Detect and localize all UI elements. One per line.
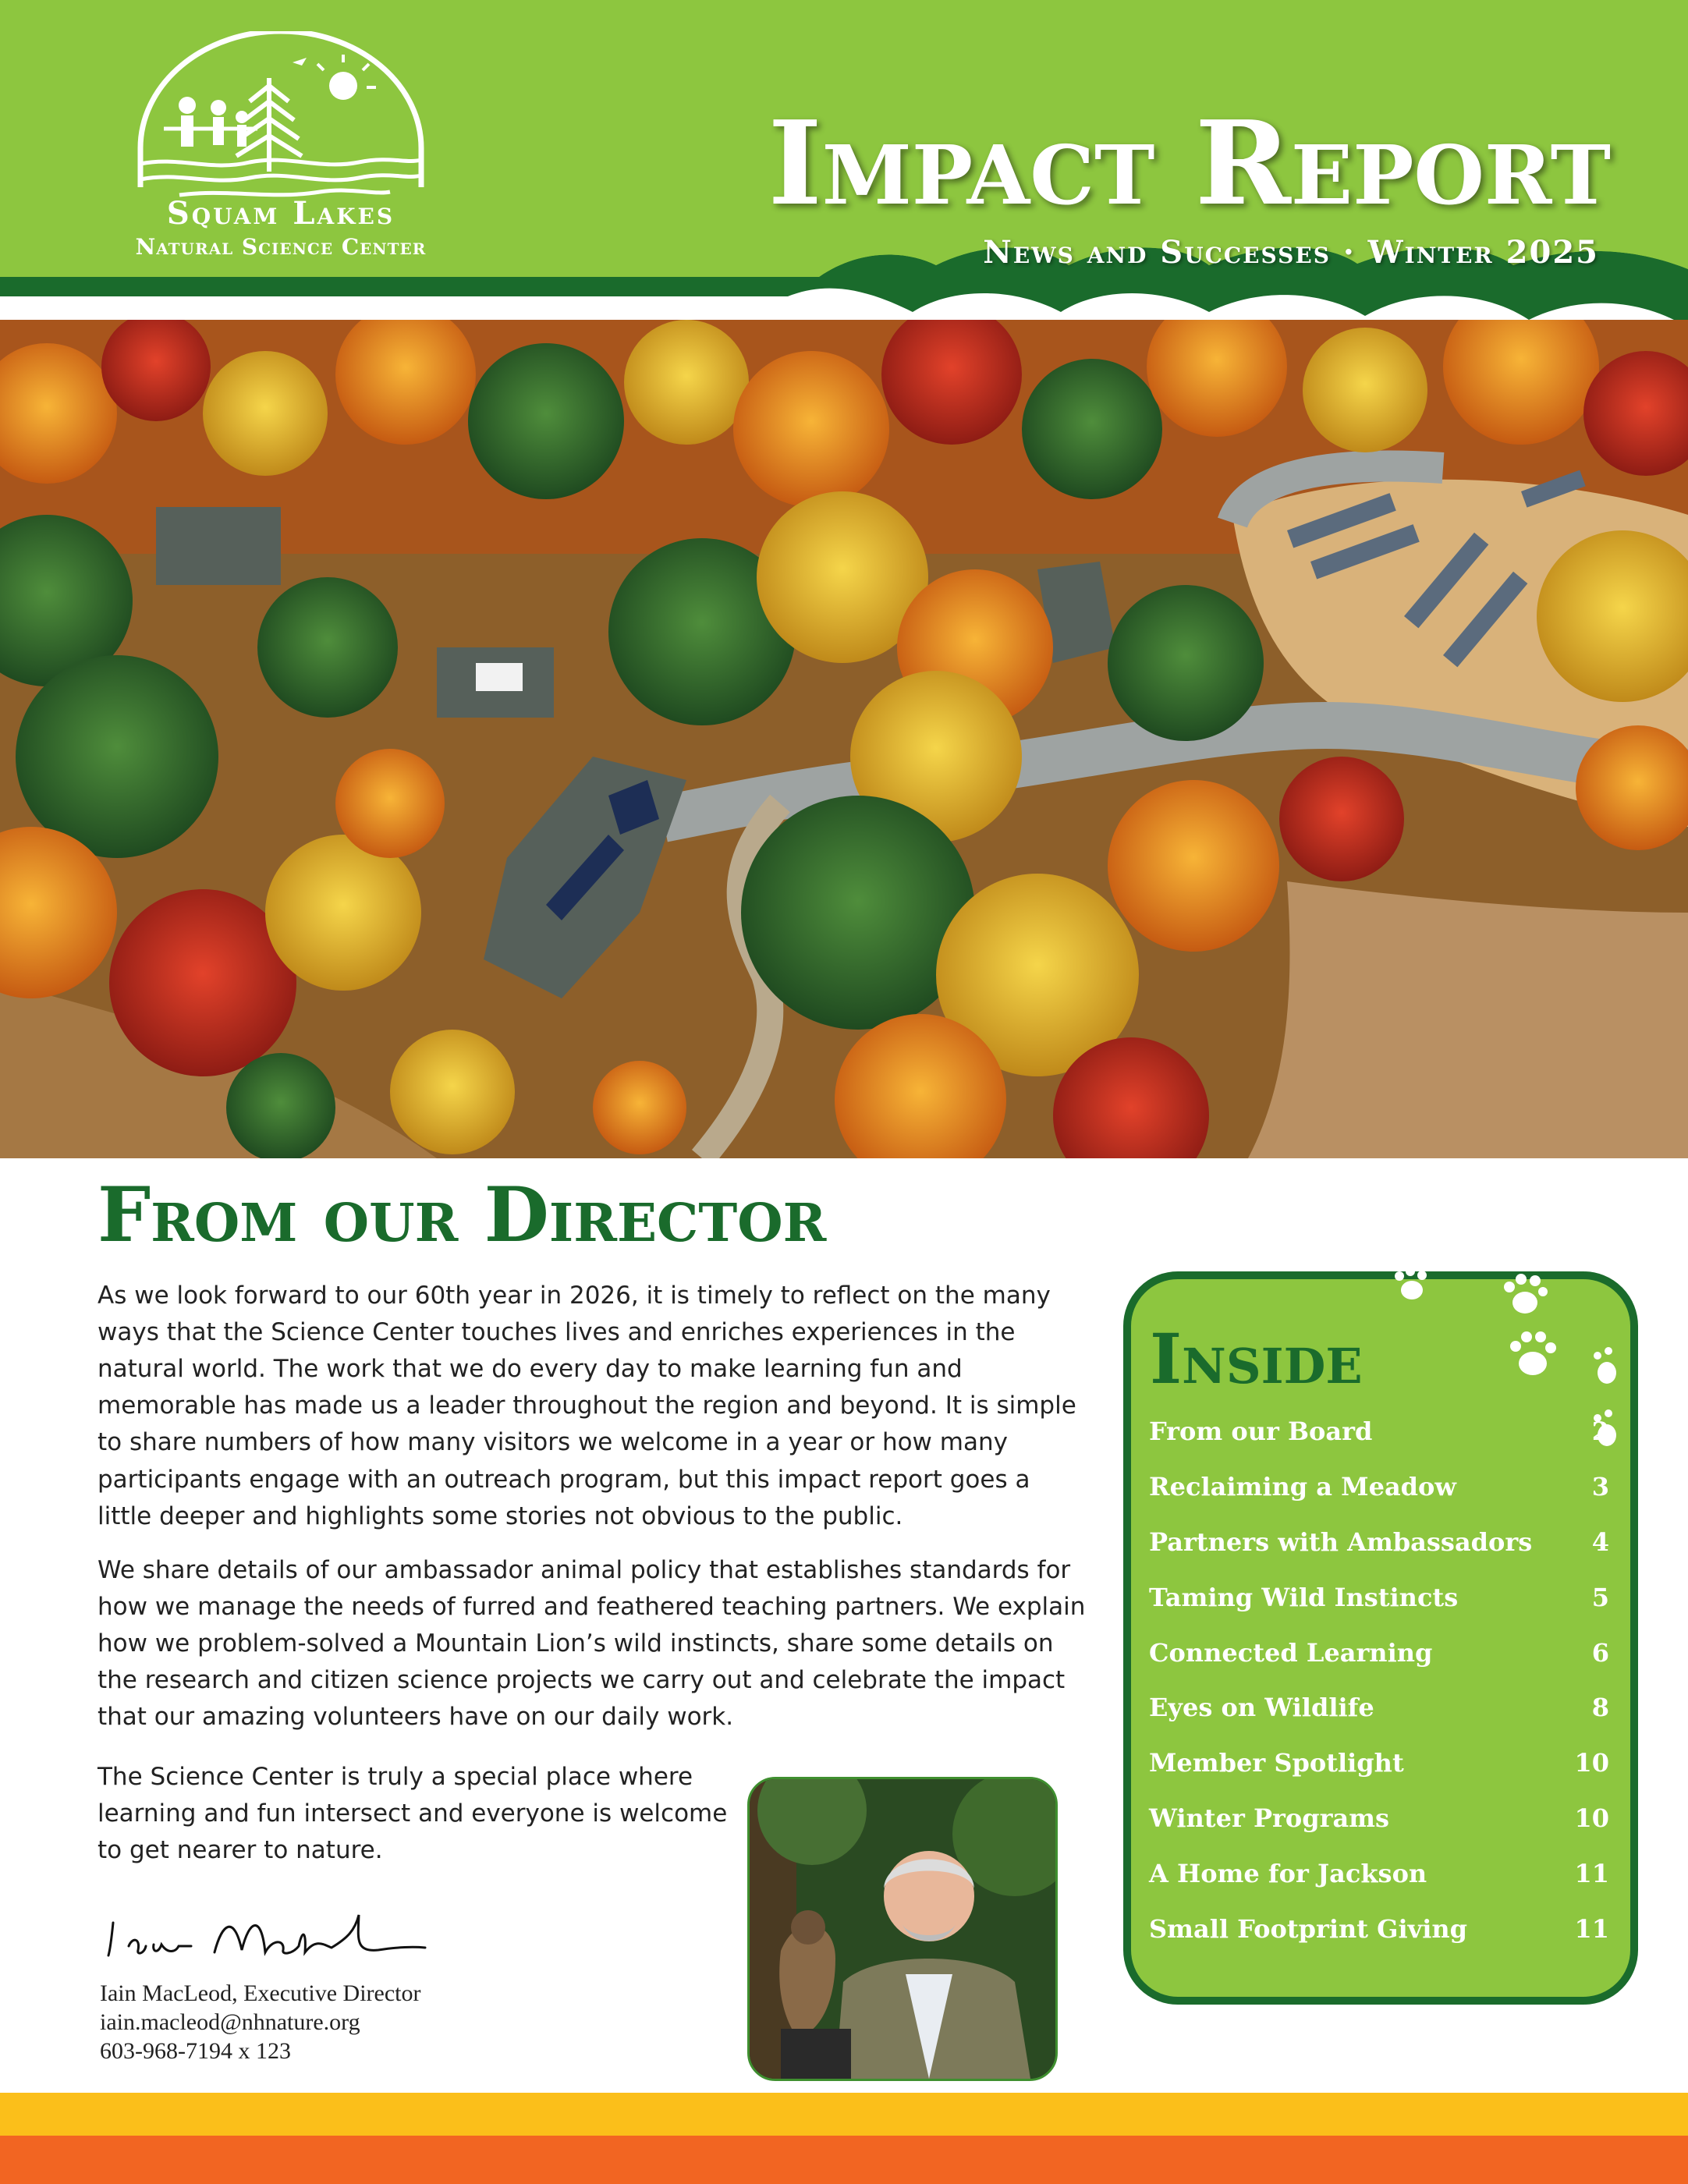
toc-item-page: 5 (1591, 1583, 1609, 1612)
logo-name-line1: Squam Lakes (166, 195, 395, 232)
toc-item-page: 11 (1574, 1914, 1609, 1944)
toc-item-label: Small Footprint Giving (1149, 1914, 1468, 1944)
director-paragraph-2: We share details of our ambassador animal policy that establishes standards for how we manage the needs of furred and feathered teaching partners. We explain how we problem-solved a Mountain Lion’s wild instincts, share some details on the research and citizen science projects we carry out and celebrate the impact that our amazing volunteers have on our daily work. (98, 1556, 1086, 1732)
signature (98, 1907, 456, 1970)
toc-item-page: 10 (1574, 1803, 1609, 1833)
page-title: Impact Report (768, 95, 1611, 231)
signature-name-title: Iain MacLeod, Executive Director (100, 1980, 421, 2006)
director-paragraph-1: As we look forward to our 60th year in 2026, it is timely to reflect on the many ways that the Science Center touches lives and enriches experiences in the natural world. The work that we do every day to make learning fun and memorable has made us a leader throughout the region and beyond. It is simple to share numbers of how many visitors we welcome in a year or how many participants engage with an outreach program, but this impact report goes a little deeper and highlights some stories not obvious to the public. (98, 1282, 1076, 1530)
toc-item[interactable] (1149, 1803, 1609, 1850)
toc-item-label: From our Board (1149, 1416, 1373, 1446)
director-paragraph-3: The Science Center is truly a special place where learning and fun intersect and everyone is welcome to get nearer to nature. (98, 1763, 728, 1865)
toc-item-label: Taming Wild Instincts (1149, 1583, 1459, 1612)
toc-item-label: Partners with Ambassadors (1149, 1527, 1533, 1557)
signature-email[interactable]: iain.macleod@nhnature.org (100, 2009, 360, 2035)
toc-item[interactable] (1149, 1583, 1609, 1629)
toc-item[interactable] (1149, 1748, 1609, 1795)
toc-item[interactable] (1149, 1693, 1609, 1739)
toc-item-label: Eyes on Wildlife (1149, 1693, 1374, 1722)
toc-item-label: Connected Learning (1149, 1638, 1433, 1668)
toc-item-page: 6 (1591, 1638, 1609, 1668)
logo-name-line2: Natural Science Center (135, 234, 427, 260)
director-photo (747, 1777, 1058, 2081)
toc-item[interactable] (1149, 1914, 1609, 1961)
toc-item-page: 2 (1591, 1416, 1609, 1446)
toc-item-page: 8 (1591, 1693, 1609, 1722)
toc-item-label: Member Spotlight (1149, 1748, 1404, 1778)
paw-print-icon (1388, 1265, 1435, 1304)
toc-item[interactable] (1149, 1527, 1609, 1574)
toc-item-label: Reclaiming a Meadow (1149, 1472, 1456, 1502)
toc-item[interactable] (1149, 1638, 1609, 1685)
toc-item-label: Winter Programs (1149, 1803, 1390, 1833)
page-subtitle: News and Successes · Winter 2025 (983, 234, 1599, 271)
toc-item[interactable] (1149, 1859, 1609, 1906)
paw-print-icon (1498, 1270, 1552, 1324)
toc-item-page: 10 (1574, 1748, 1609, 1778)
footer-stripe-orange (0, 2136, 1688, 2184)
toc-item[interactable] (1149, 1416, 1609, 1463)
toc-item-page: 3 (1591, 1472, 1609, 1502)
toc-item[interactable] (1149, 1472, 1609, 1519)
director-heading: From our Director (98, 1171, 827, 1259)
signature-phone: 603-968-7194 x 123 (100, 2038, 291, 2064)
toc-item-label: A Home for Jackson (1149, 1859, 1427, 1888)
toc-item-page: 4 (1591, 1527, 1609, 1557)
logo (133, 31, 429, 203)
toc-item-page: 11 (1574, 1859, 1609, 1888)
footer-stripe-yellow (0, 2093, 1688, 2136)
inside-title: Inside (1150, 1318, 1363, 1399)
paw-print-icon (1502, 1324, 1564, 1387)
hero-photo (0, 320, 1688, 1158)
